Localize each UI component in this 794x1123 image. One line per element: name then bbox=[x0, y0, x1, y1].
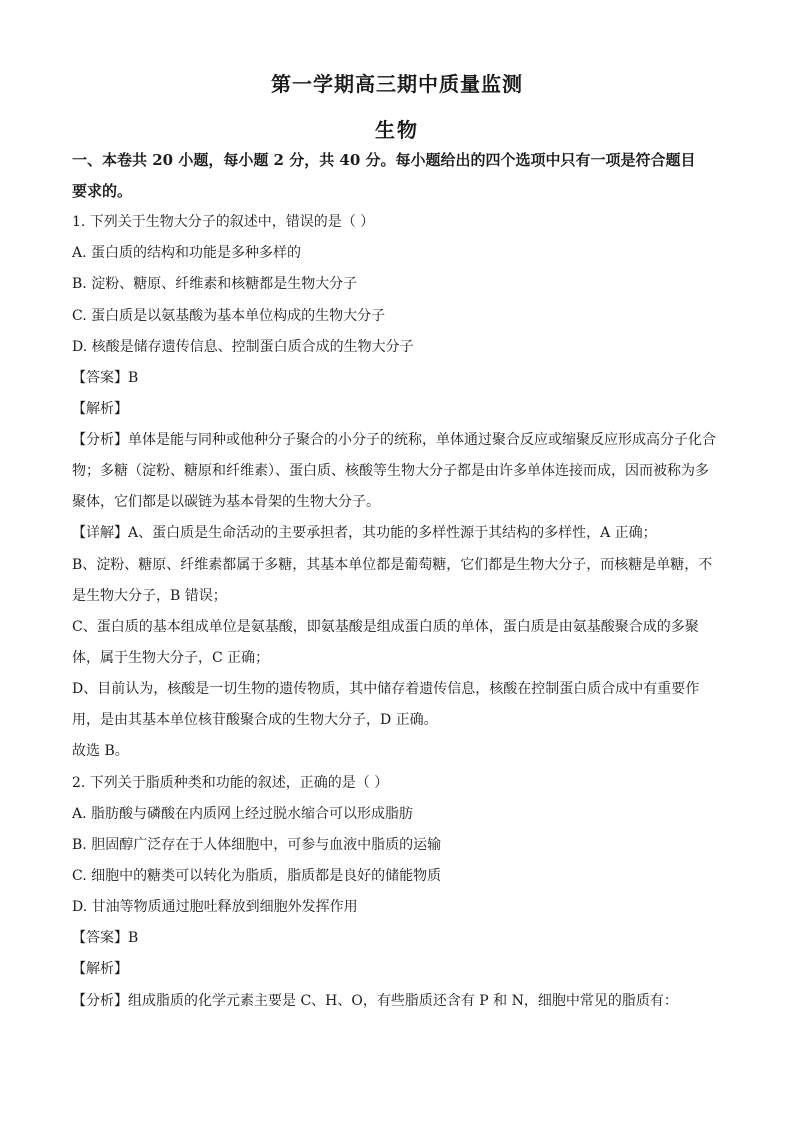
question-2-stem: 2. 下列关于脂质种类和功能的叙述，正确的是（ ） bbox=[72, 775, 389, 791]
question-1-analysis-line-1: 【分析】单体是能与同种或他种分子聚合的小分子的统称，单体通过聚合反应或缩聚反应形成高分子化合 bbox=[72, 432, 716, 448]
question-1-detail-line-6: D、目前认为，核酸是一切生物的遗传物质，其中储存着遗传信息，核酸在控制蛋白质合成中有重要作 bbox=[72, 681, 700, 697]
question-2-option-c: C. 细胞中的糖类可以转化为脂质，脂质都是良好的储能物质 bbox=[72, 868, 442, 884]
question-1-detail-line-5: 体，属于生物大分子，C 正确； bbox=[72, 650, 270, 666]
question-2-option-a: A. 脂肪酸与磷酸在内质网上经过脱水缩合可以形成脂肪 bbox=[72, 806, 414, 822]
question-1-answer: 【答案】B bbox=[72, 370, 139, 386]
question-1-option-c: C. 蛋白质是以氨基酸为基本单位构成的生物大分子 bbox=[72, 308, 386, 324]
question-1-option-b: B. 淀粉、糖原、纤维素和核糖都是生物大分子 bbox=[72, 276, 358, 292]
question-1-detail-line-2: B、淀粉、糖原、纤维素都属于多糖，其基本单位都是葡萄糖，它们都是生物大分子，而核糖是单糖，不 bbox=[72, 557, 713, 573]
section-instruction-line-1: 一、本卷共 20 小题，每小题 2 分，共 40 分。每小题给出的四个选项中只有一项是符合题目 bbox=[72, 151, 696, 169]
question-1-stem: 1. 下列关于生物大分子的叙述中，错误的是（ ） bbox=[72, 214, 375, 230]
question-2-option-b: B. 胆固醇广泛存在于人体细胞中，可参与血液中脂质的运输 bbox=[72, 837, 442, 853]
question-1-detail-line-1: 【详解】A、蛋白质是生命活动的主要承担者，其功能的多样性源于其结构的多样性，A 正确； bbox=[72, 525, 657, 541]
question-2-option-d: D. 甘油等物质通过胞吐释放到细胞外发挥作用 bbox=[72, 899, 358, 915]
subject-title: 生物 bbox=[375, 118, 419, 142]
question-1-detail-line-3: 是生物大分子，B 错误； bbox=[72, 588, 227, 604]
question-1-analysis-label: 【解析】 bbox=[72, 401, 128, 417]
question-1-conclusion: 故选 B。 bbox=[72, 743, 129, 759]
page-title: 第一学期高三期中质量监测 bbox=[271, 72, 523, 96]
document-page bbox=[72, 0, 722, 1123]
question-2-analysis-label: 【解析】 bbox=[72, 961, 128, 977]
question-1-detail-line-7: 用，是由其基本单位核苷酸聚合成的生物大分子，D 正确。 bbox=[72, 712, 438, 728]
question-1-analysis-line-2: 物；多糖（淀粉、糖原和纤维素）、蛋白质、核酸等生物大分子都是由许多单体连接而成，因而被称为多 bbox=[72, 463, 709, 479]
section-instruction-line-2: 要求的。 bbox=[72, 182, 133, 200]
question-2-analysis-line-1: 【分析】组成脂质的化学元素主要是 C、H、O，有些脂质还含有 P 和 N，细胞中常见的脂质有： bbox=[72, 993, 678, 1009]
question-1-option-a: A. 蛋白质的结构和功能是多种多样的 bbox=[72, 245, 302, 261]
question-1-option-d: D. 核酸是储存遗传信息、控制蛋白质合成的生物大分子 bbox=[72, 339, 414, 355]
question-1-detail-line-4: C、蛋白质的基本组成单位是氨基酸，即氨基酸是组成蛋白质的单体，蛋白质是由氨基酸聚合成的多聚 bbox=[72, 619, 699, 635]
question-2-answer: 【答案】B bbox=[72, 930, 139, 946]
question-1-analysis-line-3: 聚体，它们都是以碳链为基本骨架的生物大分子。 bbox=[72, 494, 380, 510]
